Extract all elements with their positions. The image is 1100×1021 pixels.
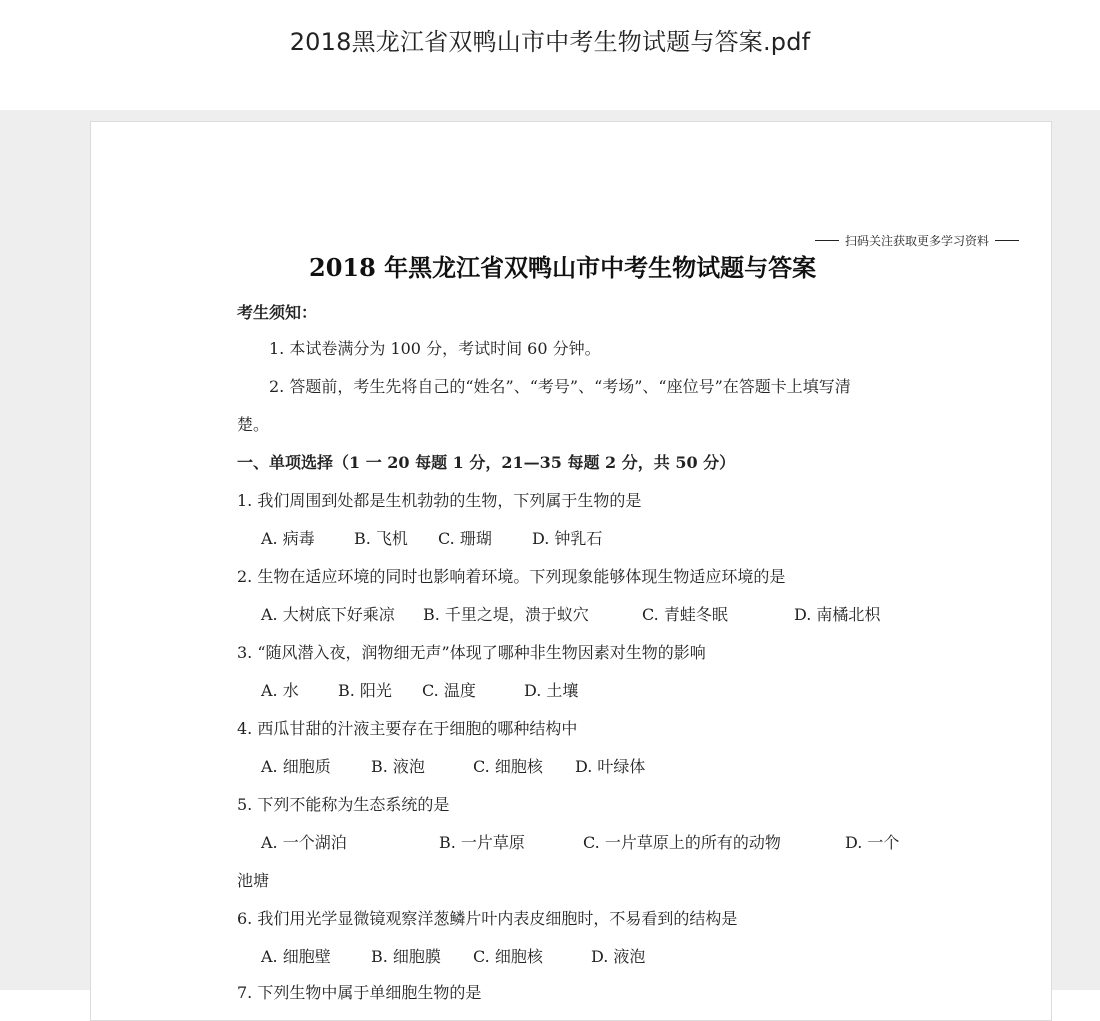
question-option: A. 病毒 <box>261 529 315 548</box>
question-option: B. 飞机 <box>354 529 408 548</box>
question-stem: 1. 我们周围到处都是生机勃勃的生物，下列属于生物的是 <box>237 491 642 510</box>
scan-note <box>809 232 1025 249</box>
question-stem: 7. 下列生物中属于单细胞生物的是 <box>237 983 482 1002</box>
question-option: C. 珊瑚 <box>438 529 492 548</box>
question-option: A. 细胞壁 <box>261 947 331 966</box>
question-option: D. 土壤 <box>524 681 579 700</box>
document-title: 2018 年黑龙江省双鸭山市中考生物试题与答案 <box>309 253 817 282</box>
file-header <box>0 0 1100 110</box>
section-heading: 一、单项选择（1 一 20 每题 1 分，21—35 每题 2 分，共 50 分） <box>237 453 736 472</box>
question-option: B. 液泡 <box>371 757 425 776</box>
scan-note-text: 扫码关注获取更多学习资料 <box>845 234 990 248</box>
pdf-viewer[interactable] <box>0 110 1100 1002</box>
question-option: C. 温度 <box>422 681 476 700</box>
question-option: D. 南橘北枳 <box>794 605 881 624</box>
question-stem: 5. 下列不能称为生态系统的是 <box>237 795 450 814</box>
notice-heading: 考生须知： <box>237 303 318 322</box>
question-option: B. 千里之堤，溃于蚁穴 <box>423 605 589 624</box>
question-option: D. 液泡 <box>591 947 646 966</box>
question-option: D. 钟乳石 <box>532 529 603 548</box>
question-option: B. 细胞膜 <box>371 947 441 966</box>
question-option: D. 叶绿体 <box>575 757 646 776</box>
question-option: A. 一个湖泊 <box>261 833 347 852</box>
question-option: A. 细胞质 <box>261 757 331 776</box>
question-option: B. 阳光 <box>338 681 392 700</box>
pdf-page <box>90 121 1052 1021</box>
notice-item: 2. 答题前，考生先将自己的“姓名”、“考号”、“考场”、“座位号”在答题卡上填写清 <box>269 377 851 396</box>
divider <box>815 240 839 241</box>
question-option: C. 细胞核 <box>473 947 543 966</box>
file-title: 2018黑龙江省双鸭山市中考生物试题与答案.pdf <box>289 28 811 56</box>
question-option: C. 青蛙冬眠 <box>642 605 728 624</box>
question-option: B. 一片草原 <box>439 833 525 852</box>
question-stem: 3. “随风潜入夜，润物细无声”体现了哪种非生物因素对生物的影响 <box>237 643 706 662</box>
divider <box>995 240 1019 241</box>
question-option: A. 大树底下好乘凉 <box>261 605 395 624</box>
notice-item-continuation: 楚。 <box>237 415 270 434</box>
question-option: C. 一片草原上的所有的动物 <box>583 833 781 852</box>
question-stem: 6. 我们用光学显微镜观察洋葱鳞片叶内表皮细胞时，不易看到的结构是 <box>237 909 738 928</box>
question-option: D. 一个 <box>845 833 900 852</box>
question-option: C. 细胞核 <box>473 757 543 776</box>
notice-item: 1. 本试卷满分为 100 分，考试时间 60 分钟。 <box>269 339 601 358</box>
question-stem: 4. 西瓜甘甜的汁液主要存在于细胞的哪种结构中 <box>237 719 578 738</box>
question-option: A. 水 <box>261 681 299 700</box>
question-stem: 2. 生物在适应环境的同时也影响着环境。下列现象能够体现生物适应环境的是 <box>237 567 786 586</box>
question-continuation: 池塘 <box>237 871 270 890</box>
